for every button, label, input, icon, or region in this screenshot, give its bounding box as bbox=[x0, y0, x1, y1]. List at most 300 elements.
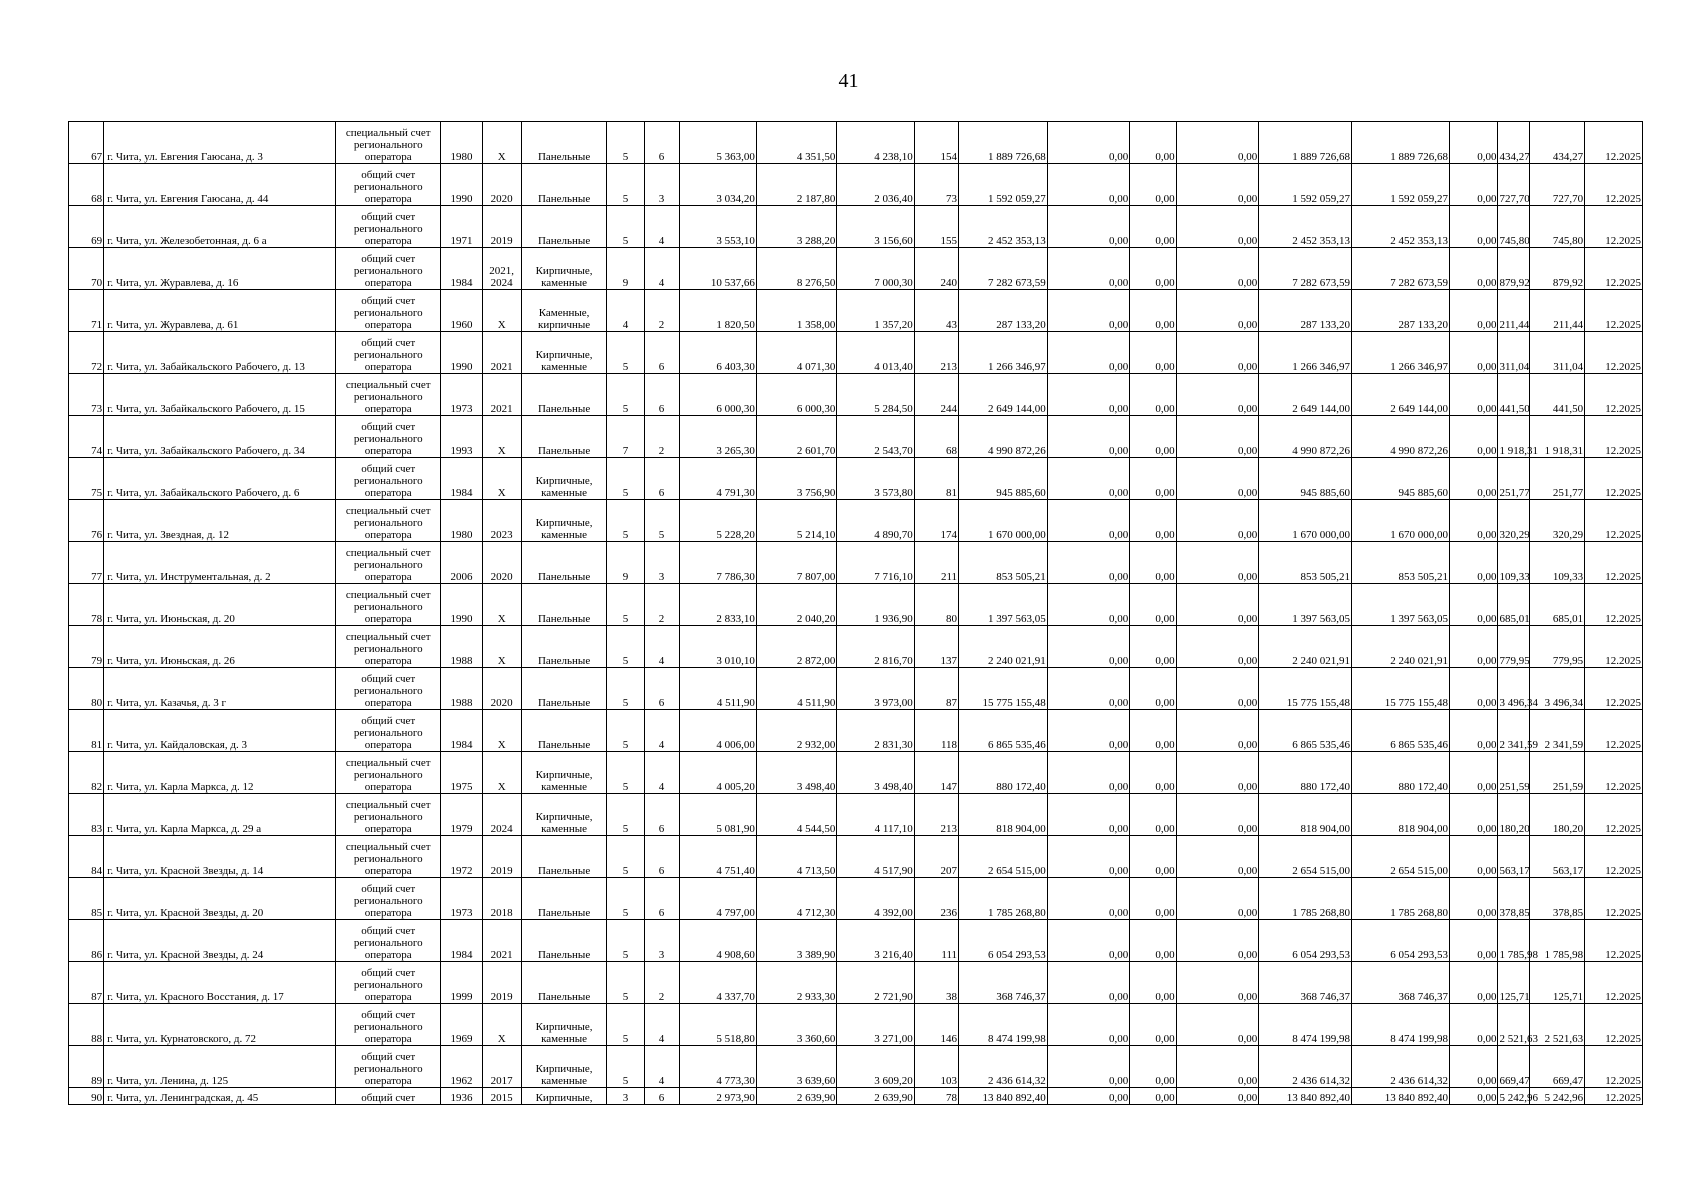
owners-funds-cell: 7 282 673,59 bbox=[1259, 248, 1352, 290]
wall-material-cell: Панельные bbox=[521, 122, 607, 164]
row-number: 74 bbox=[69, 416, 104, 458]
contributions-cell: 7 282 673,59 bbox=[1352, 248, 1450, 290]
row-number: 85 bbox=[69, 878, 104, 920]
year-built-cell: 1980 bbox=[441, 500, 482, 542]
residents-cell: 73 bbox=[914, 164, 958, 206]
deadline-cell: 12.2025 bbox=[1585, 416, 1643, 458]
wall-material-cell: Кирпичные, каменные bbox=[521, 500, 607, 542]
unit-cost-cell: 211,44 bbox=[1498, 290, 1530, 332]
entrances-cell: 6 bbox=[644, 836, 679, 878]
fund-1-cell: 0,00 bbox=[1047, 584, 1130, 626]
residential-area-cell: 3 498,40 bbox=[837, 752, 914, 794]
unit-cost-cell: 109,33 bbox=[1498, 542, 1530, 584]
max-unit-cost-cell: 125,71 bbox=[1530, 962, 1585, 1004]
entrances-cell: 6 bbox=[644, 458, 679, 500]
residents-cell: 174 bbox=[914, 500, 958, 542]
fund-4-cell: 0,00 bbox=[1450, 332, 1498, 374]
max-unit-cost-cell: 311,04 bbox=[1530, 332, 1585, 374]
unit-cost-cell: 727,70 bbox=[1498, 164, 1530, 206]
unit-cost-cell: 441,50 bbox=[1498, 374, 1530, 416]
fund-2-cell: 0,00 bbox=[1130, 626, 1176, 668]
entrances-cell: 4 bbox=[644, 1004, 679, 1046]
unit-cost-cell: 745,80 bbox=[1498, 206, 1530, 248]
row-number: 71 bbox=[69, 290, 104, 332]
total-area-cell: 3 034,20 bbox=[679, 164, 756, 206]
fund-2-cell: 0,00 bbox=[1130, 794, 1176, 836]
residential-area-cell: 2 639,90 bbox=[837, 1088, 914, 1105]
total-area-cell: 1 820,50 bbox=[679, 290, 756, 332]
floors-cell: 5 bbox=[607, 878, 644, 920]
year-built-cell: 1988 bbox=[441, 626, 482, 668]
wall-material-cell: Панельные bbox=[521, 710, 607, 752]
owners-funds-cell: 945 885,60 bbox=[1259, 458, 1352, 500]
floors-cell: 5 bbox=[607, 710, 644, 752]
address-cell: г. Чита, ул. Июньская, д. 26 bbox=[104, 626, 336, 668]
fund-2-cell: 0,00 bbox=[1130, 542, 1176, 584]
fund-4-cell: 0,00 bbox=[1450, 584, 1498, 626]
address-cell: г. Чита, ул. Красного Восстания, д. 17 bbox=[104, 962, 336, 1004]
floors-cell: 5 bbox=[607, 920, 644, 962]
max-unit-cost-cell: 211,44 bbox=[1530, 290, 1585, 332]
max-unit-cost-cell: 1 785,98 bbox=[1530, 920, 1585, 962]
total-cost-cell: 2 649 144,00 bbox=[959, 374, 1048, 416]
total-cost-cell: 818 904,00 bbox=[959, 794, 1048, 836]
wall-material-cell: Панельные bbox=[521, 584, 607, 626]
residents-cell: 236 bbox=[914, 878, 958, 920]
year-repair-cell: 2017 bbox=[482, 1046, 521, 1088]
total-cost-cell: 6 054 293,53 bbox=[959, 920, 1048, 962]
row-number: 76 bbox=[69, 500, 104, 542]
entrances-cell: 4 bbox=[644, 752, 679, 794]
fund-4-cell: 0,00 bbox=[1450, 542, 1498, 584]
deadline-cell: 12.2025 bbox=[1585, 794, 1643, 836]
rooms-area-cell: 2 601,70 bbox=[756, 416, 836, 458]
table-row bbox=[69, 164, 1643, 206]
total-area-cell: 3 265,30 bbox=[679, 416, 756, 458]
residents-cell: 155 bbox=[914, 206, 958, 248]
deadline-cell: 12.2025 bbox=[1585, 920, 1643, 962]
fund-3-cell: 0,00 bbox=[1176, 920, 1259, 962]
total-cost-cell: 1 785 268,80 bbox=[959, 878, 1048, 920]
unit-cost-cell: 180,20 bbox=[1498, 794, 1530, 836]
address-cell: г. Чита, ул. Карла Маркса, д. 29 а bbox=[104, 794, 336, 836]
year-repair-cell: 2019 bbox=[482, 836, 521, 878]
year-repair-cell: 2015 bbox=[482, 1088, 521, 1105]
fund-1-cell: 0,00 bbox=[1047, 962, 1130, 1004]
entrances-cell: 6 bbox=[644, 794, 679, 836]
residents-cell: 213 bbox=[914, 332, 958, 374]
max-unit-cost-cell: 378,85 bbox=[1530, 878, 1585, 920]
account-type-cell: специальный счет регионального оператора bbox=[336, 122, 441, 164]
max-unit-cost-cell: 320,29 bbox=[1530, 500, 1585, 542]
residents-cell: 137 bbox=[914, 626, 958, 668]
fund-3-cell: 0,00 bbox=[1176, 164, 1259, 206]
year-repair-cell: 2018 bbox=[482, 878, 521, 920]
owners-funds-cell: 2 240 021,91 bbox=[1259, 626, 1352, 668]
fund-3-cell: 0,00 bbox=[1176, 416, 1259, 458]
year-repair-cell: 2024 bbox=[482, 794, 521, 836]
fund-3-cell: 0,00 bbox=[1176, 1088, 1259, 1105]
contributions-cell: 368 746,37 bbox=[1352, 962, 1450, 1004]
wall-material-cell: Панельные bbox=[521, 962, 607, 1004]
total-cost-cell: 1 397 563,05 bbox=[959, 584, 1048, 626]
address-cell: г. Чита, ул. Забайкальского Рабочего, д. 13 bbox=[104, 332, 336, 374]
year-repair-cell: X bbox=[482, 710, 521, 752]
year-built-cell: 2006 bbox=[441, 542, 482, 584]
residential-area-cell: 7 000,30 bbox=[837, 248, 914, 290]
address-cell: г. Чита, ул. Красной Звезды, д. 14 bbox=[104, 836, 336, 878]
table-row bbox=[69, 248, 1643, 290]
fund-3-cell: 0,00 bbox=[1176, 290, 1259, 332]
floors-cell: 5 bbox=[607, 374, 644, 416]
year-repair-cell: X bbox=[482, 290, 521, 332]
residents-cell: 147 bbox=[914, 752, 958, 794]
table-row bbox=[69, 206, 1643, 248]
deadline-cell: 12.2025 bbox=[1585, 248, 1643, 290]
residential-area-cell: 2 036,40 bbox=[837, 164, 914, 206]
total-cost-cell: 880 172,40 bbox=[959, 752, 1048, 794]
row-number: 83 bbox=[69, 794, 104, 836]
table-row bbox=[69, 626, 1643, 668]
entrances-cell: 4 bbox=[644, 1046, 679, 1088]
rooms-area-cell: 3 288,20 bbox=[756, 206, 836, 248]
wall-material-cell: Панельные bbox=[521, 878, 607, 920]
account-type-cell: специальный счет регионального оператора bbox=[336, 500, 441, 542]
owners-funds-cell: 6 054 293,53 bbox=[1259, 920, 1352, 962]
fund-3-cell: 0,00 bbox=[1176, 1046, 1259, 1088]
address-cell: г. Чита, ул. Железобетонная, д. 6 а bbox=[104, 206, 336, 248]
residential-area-cell: 1 936,90 bbox=[837, 584, 914, 626]
account-type-cell: общий счет регионального оператора bbox=[336, 416, 441, 458]
floors-cell: 5 bbox=[607, 794, 644, 836]
total-area-cell: 6 403,30 bbox=[679, 332, 756, 374]
fund-4-cell: 0,00 bbox=[1450, 122, 1498, 164]
address-cell: г. Чита, ул. Забайкальского Рабочего, д. 15 bbox=[104, 374, 336, 416]
contributions-cell: 880 172,40 bbox=[1352, 752, 1450, 794]
total-cost-cell: 2 654 515,00 bbox=[959, 836, 1048, 878]
max-unit-cost-cell: 434,27 bbox=[1530, 122, 1585, 164]
max-unit-cost-cell: 251,77 bbox=[1530, 458, 1585, 500]
floors-cell: 5 bbox=[607, 122, 644, 164]
fund-1-cell: 0,00 bbox=[1047, 668, 1130, 710]
total-area-cell: 5 081,90 bbox=[679, 794, 756, 836]
entrances-cell: 2 bbox=[644, 416, 679, 458]
total-area-cell: 5 228,20 bbox=[679, 500, 756, 542]
residents-cell: 244 bbox=[914, 374, 958, 416]
row-number: 68 bbox=[69, 164, 104, 206]
table-row bbox=[69, 752, 1643, 794]
year-repair-cell: X bbox=[482, 1004, 521, 1046]
deadline-cell: 12.2025 bbox=[1585, 710, 1643, 752]
total-cost-cell: 287 133,20 bbox=[959, 290, 1048, 332]
rooms-area-cell: 4 071,30 bbox=[756, 332, 836, 374]
wall-material-cell: Панельные bbox=[521, 416, 607, 458]
total-cost-cell: 4 990 872,26 bbox=[959, 416, 1048, 458]
floors-cell: 9 bbox=[607, 248, 644, 290]
address-cell: г. Чита, ул. Евгения Гаюсана, д. 3 bbox=[104, 122, 336, 164]
residential-area-cell: 1 357,20 bbox=[837, 290, 914, 332]
account-type-cell: специальный счет регионального оператора bbox=[336, 794, 441, 836]
fund-2-cell: 0,00 bbox=[1130, 374, 1176, 416]
floors-cell: 5 bbox=[607, 458, 644, 500]
contributions-cell: 4 990 872,26 bbox=[1352, 416, 1450, 458]
fund-3-cell: 0,00 bbox=[1176, 332, 1259, 374]
floors-cell: 5 bbox=[607, 752, 644, 794]
fund-2-cell: 0,00 bbox=[1130, 836, 1176, 878]
wall-material-cell: Панельные bbox=[521, 164, 607, 206]
rooms-area-cell: 7 807,00 bbox=[756, 542, 836, 584]
floors-cell: 5 bbox=[607, 668, 644, 710]
row-number: 70 bbox=[69, 248, 104, 290]
wall-material-cell: Кирпичные, каменные bbox=[521, 248, 607, 290]
rooms-area-cell: 6 000,30 bbox=[756, 374, 836, 416]
deadline-cell: 12.2025 bbox=[1585, 542, 1643, 584]
entrances-cell: 4 bbox=[644, 248, 679, 290]
year-built-cell: 1975 bbox=[441, 752, 482, 794]
floors-cell: 9 bbox=[607, 542, 644, 584]
year-repair-cell: 2020 bbox=[482, 164, 521, 206]
deadline-cell: 12.2025 bbox=[1585, 668, 1643, 710]
residents-cell: 146 bbox=[914, 1004, 958, 1046]
floors-cell: 5 bbox=[607, 962, 644, 1004]
account-type-cell: общий счет регионального оператора bbox=[336, 710, 441, 752]
total-area-cell: 4 773,30 bbox=[679, 1046, 756, 1088]
unit-cost-cell: 378,85 bbox=[1498, 878, 1530, 920]
address-cell: г. Чита, ул. Июньская, д. 20 bbox=[104, 584, 336, 626]
deadline-cell: 12.2025 bbox=[1585, 626, 1643, 668]
page-number: 41 bbox=[838, 70, 859, 92]
fund-1-cell: 0,00 bbox=[1047, 500, 1130, 542]
rooms-area-cell: 3 639,60 bbox=[756, 1046, 836, 1088]
residential-area-cell: 2 831,30 bbox=[837, 710, 914, 752]
fund-1-cell: 0,00 bbox=[1047, 290, 1130, 332]
fund-4-cell: 0,00 bbox=[1450, 962, 1498, 1004]
year-built-cell: 1936 bbox=[441, 1088, 482, 1105]
entrances-cell: 6 bbox=[644, 332, 679, 374]
fund-1-cell: 0,00 bbox=[1047, 164, 1130, 206]
contributions-cell: 13 840 892,40 bbox=[1352, 1088, 1450, 1105]
fund-2-cell: 0,00 bbox=[1130, 752, 1176, 794]
total-area-cell: 4 006,00 bbox=[679, 710, 756, 752]
residential-area-cell: 2 721,90 bbox=[837, 962, 914, 1004]
total-cost-cell: 368 746,37 bbox=[959, 962, 1048, 1004]
deadline-cell: 12.2025 bbox=[1585, 458, 1643, 500]
total-cost-cell: 15 775 155,48 bbox=[959, 668, 1048, 710]
deadline-cell: 12.2025 bbox=[1585, 752, 1643, 794]
contributions-cell: 1 397 563,05 bbox=[1352, 584, 1450, 626]
wall-material-cell: Панельные bbox=[521, 206, 607, 248]
year-built-cell: 1984 bbox=[441, 920, 482, 962]
total-area-cell: 4 005,20 bbox=[679, 752, 756, 794]
fund-3-cell: 0,00 bbox=[1176, 584, 1259, 626]
fund-3-cell: 0,00 bbox=[1176, 1004, 1259, 1046]
row-number: 87 bbox=[69, 962, 104, 1004]
owners-funds-cell: 368 746,37 bbox=[1259, 962, 1352, 1004]
year-built-cell: 1984 bbox=[441, 710, 482, 752]
fund-1-cell: 0,00 bbox=[1047, 794, 1130, 836]
fund-4-cell: 0,00 bbox=[1450, 374, 1498, 416]
year-built-cell: 1979 bbox=[441, 794, 482, 836]
entrances-cell: 5 bbox=[644, 500, 679, 542]
year-built-cell: 1993 bbox=[441, 416, 482, 458]
max-unit-cost-cell: 563,17 bbox=[1530, 836, 1585, 878]
fund-2-cell: 0,00 bbox=[1130, 710, 1176, 752]
owners-funds-cell: 880 172,40 bbox=[1259, 752, 1352, 794]
total-area-cell: 2 833,10 bbox=[679, 584, 756, 626]
residents-cell: 43 bbox=[914, 290, 958, 332]
fund-1-cell: 0,00 bbox=[1047, 710, 1130, 752]
account-type-cell: специальный счет регионального оператора bbox=[336, 836, 441, 878]
owners-funds-cell: 2 649 144,00 bbox=[1259, 374, 1352, 416]
rooms-area-cell: 2 933,30 bbox=[756, 962, 836, 1004]
fund-4-cell: 0,00 bbox=[1450, 500, 1498, 542]
total-area-cell: 3 553,10 bbox=[679, 206, 756, 248]
fund-3-cell: 0,00 bbox=[1176, 752, 1259, 794]
total-area-cell: 4 511,90 bbox=[679, 668, 756, 710]
year-built-cell: 1990 bbox=[441, 584, 482, 626]
account-type-cell: общий счет регионального оператора bbox=[336, 164, 441, 206]
residential-area-cell: 3 156,60 bbox=[837, 206, 914, 248]
owners-funds-cell: 2 452 353,13 bbox=[1259, 206, 1352, 248]
row-number: 84 bbox=[69, 836, 104, 878]
address-cell: г. Чита, ул. Кайдаловская, д. 3 bbox=[104, 710, 336, 752]
address-cell: г. Чита, ул. Журавлева, д. 16 bbox=[104, 248, 336, 290]
wall-material-cell: Кирпичные, каменные bbox=[521, 1004, 607, 1046]
account-type-cell: специальный счет регионального оператора bbox=[336, 374, 441, 416]
rooms-area-cell: 2 872,00 bbox=[756, 626, 836, 668]
fund-4-cell: 0,00 bbox=[1450, 668, 1498, 710]
address-cell: г. Чита, ул. Казачья, д. 3 г bbox=[104, 668, 336, 710]
residents-cell: 207 bbox=[914, 836, 958, 878]
fund-2-cell: 0,00 bbox=[1130, 416, 1176, 458]
fund-2-cell: 0,00 bbox=[1130, 206, 1176, 248]
residential-area-cell: 3 573,80 bbox=[837, 458, 914, 500]
deadline-cell: 12.2025 bbox=[1585, 836, 1643, 878]
row-number: 69 bbox=[69, 206, 104, 248]
unit-cost-cell: 1 785,98 bbox=[1498, 920, 1530, 962]
year-built-cell: 1973 bbox=[441, 878, 482, 920]
unit-cost-cell: 669,47 bbox=[1498, 1046, 1530, 1088]
table-row bbox=[69, 920, 1643, 962]
contributions-cell: 2 654 515,00 bbox=[1352, 836, 1450, 878]
fund-3-cell: 0,00 bbox=[1176, 122, 1259, 164]
total-area-cell: 5 518,80 bbox=[679, 1004, 756, 1046]
account-type-cell: общий счет регионального оператора bbox=[336, 668, 441, 710]
year-repair-cell: 2020 bbox=[482, 668, 521, 710]
address-cell: г. Чита, ул. Красной Звезды, д. 24 bbox=[104, 920, 336, 962]
residents-cell: 78 bbox=[914, 1088, 958, 1105]
row-number: 90 bbox=[69, 1088, 104, 1105]
owners-funds-cell: 1 266 346,97 bbox=[1259, 332, 1352, 374]
fund-2-cell: 0,00 bbox=[1130, 962, 1176, 1004]
total-area-cell: 10 537,66 bbox=[679, 248, 756, 290]
fund-2-cell: 0,00 bbox=[1130, 1046, 1176, 1088]
fund-4-cell: 0,00 bbox=[1450, 458, 1498, 500]
contributions-cell: 1 266 346,97 bbox=[1352, 332, 1450, 374]
entrances-cell: 6 bbox=[644, 668, 679, 710]
fund-4-cell: 0,00 bbox=[1450, 1004, 1498, 1046]
residential-area-cell: 4 117,10 bbox=[837, 794, 914, 836]
row-number: 73 bbox=[69, 374, 104, 416]
contributions-cell: 853 505,21 bbox=[1352, 542, 1450, 584]
wall-material-cell: Панельные bbox=[521, 542, 607, 584]
houses-table bbox=[68, 121, 1643, 1105]
owners-funds-cell: 1 889 726,68 bbox=[1259, 122, 1352, 164]
total-cost-cell: 2 436 614,32 bbox=[959, 1046, 1048, 1088]
year-repair-cell: 2021, 2024 bbox=[482, 248, 521, 290]
address-cell: г. Чита, ул. Звездная, д. 12 bbox=[104, 500, 336, 542]
residential-area-cell: 3 973,00 bbox=[837, 668, 914, 710]
wall-material-cell: Кирпичные, каменные bbox=[521, 458, 607, 500]
residents-cell: 211 bbox=[914, 542, 958, 584]
total-cost-cell: 8 474 199,98 bbox=[959, 1004, 1048, 1046]
residential-area-cell: 4 392,00 bbox=[837, 878, 914, 920]
entrances-cell: 2 bbox=[644, 290, 679, 332]
unit-cost-cell: 2 341,59 bbox=[1498, 710, 1530, 752]
fund-2-cell: 0,00 bbox=[1130, 290, 1176, 332]
contributions-cell: 2 240 021,91 bbox=[1352, 626, 1450, 668]
account-type-cell: общий счет регионального оператора bbox=[336, 248, 441, 290]
fund-3-cell: 0,00 bbox=[1176, 248, 1259, 290]
fund-2-cell: 0,00 bbox=[1130, 1088, 1176, 1105]
deadline-cell: 12.2025 bbox=[1585, 164, 1643, 206]
unit-cost-cell: 125,71 bbox=[1498, 962, 1530, 1004]
fund-2-cell: 0,00 bbox=[1130, 1004, 1176, 1046]
row-number: 88 bbox=[69, 1004, 104, 1046]
fund-2-cell: 0,00 bbox=[1130, 122, 1176, 164]
account-type-cell: общий счет bbox=[336, 1088, 441, 1105]
entrances-cell: 3 bbox=[644, 542, 679, 584]
owners-funds-cell: 853 505,21 bbox=[1259, 542, 1352, 584]
residents-cell: 81 bbox=[914, 458, 958, 500]
account-type-cell: общий счет регионального оператора bbox=[336, 290, 441, 332]
fund-1-cell: 0,00 bbox=[1047, 458, 1130, 500]
floors-cell: 5 bbox=[607, 836, 644, 878]
entrances-cell: 6 bbox=[644, 374, 679, 416]
max-unit-cost-cell: 727,70 bbox=[1530, 164, 1585, 206]
table-row bbox=[69, 794, 1643, 836]
residential-area-cell: 4 517,90 bbox=[837, 836, 914, 878]
fund-2-cell: 0,00 bbox=[1130, 248, 1176, 290]
owners-funds-cell: 1 592 059,27 bbox=[1259, 164, 1352, 206]
max-unit-cost-cell: 5 242,96 bbox=[1530, 1088, 1585, 1105]
rooms-area-cell: 2 639,90 bbox=[756, 1088, 836, 1105]
floors-cell: 5 bbox=[607, 584, 644, 626]
max-unit-cost-cell: 180,20 bbox=[1530, 794, 1585, 836]
fund-1-cell: 0,00 bbox=[1047, 542, 1130, 584]
max-unit-cost-cell: 3 496,34 bbox=[1530, 668, 1585, 710]
owners-funds-cell: 15 775 155,48 bbox=[1259, 668, 1352, 710]
residents-cell: 103 bbox=[914, 1046, 958, 1088]
fund-1-cell: 0,00 bbox=[1047, 626, 1130, 668]
wall-material-cell: Панельные bbox=[521, 836, 607, 878]
fund-1-cell: 0,00 bbox=[1047, 122, 1130, 164]
deadline-cell: 12.2025 bbox=[1585, 122, 1643, 164]
year-built-cell: 1973 bbox=[441, 374, 482, 416]
fund-4-cell: 0,00 bbox=[1450, 626, 1498, 668]
max-unit-cost-cell: 251,59 bbox=[1530, 752, 1585, 794]
fund-3-cell: 0,00 bbox=[1176, 668, 1259, 710]
unit-cost-cell: 2 521,63 bbox=[1498, 1004, 1530, 1046]
total-cost-cell: 1 889 726,68 bbox=[959, 122, 1048, 164]
floors-cell: 3 bbox=[607, 1088, 644, 1105]
residents-cell: 111 bbox=[914, 920, 958, 962]
address-cell: г. Чита, ул. Красной Звезды, д. 20 bbox=[104, 878, 336, 920]
unit-cost-cell: 251,77 bbox=[1498, 458, 1530, 500]
unit-cost-cell: 563,17 bbox=[1498, 836, 1530, 878]
total-cost-cell: 7 282 673,59 bbox=[959, 248, 1048, 290]
fund-4-cell: 0,00 bbox=[1450, 878, 1498, 920]
